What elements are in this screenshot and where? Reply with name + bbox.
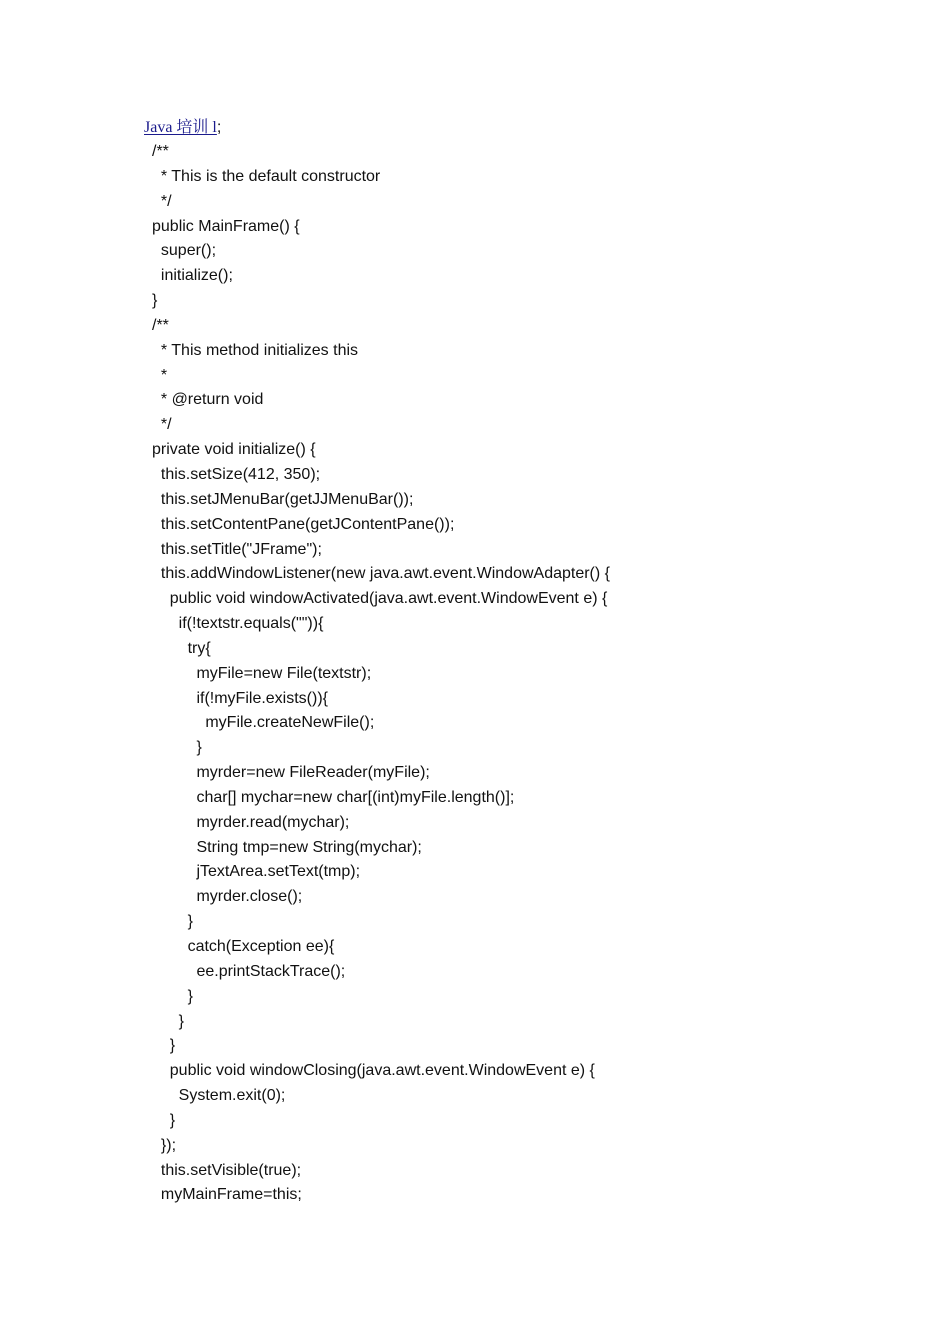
- code-line: this.setSize(412, 350);: [152, 465, 321, 483]
- code-line: this.setVisible(true);: [152, 1161, 302, 1179]
- code-line: *: [152, 366, 168, 384]
- code-line: }: [152, 913, 193, 931]
- code-line: * This is the default constructor: [152, 167, 381, 185]
- code-line: myFile.createNewFile();: [152, 714, 375, 732]
- code-line: this.setJMenuBar(getJJMenuBar());: [152, 490, 414, 508]
- code-line: this.addWindowListener(new java.awt.event.WindowAdapter() {: [152, 565, 610, 583]
- training-link[interactable]: Java 培训 l: [144, 119, 217, 136]
- code-block: [152, 140, 610, 1208]
- code-line: * @return void: [152, 391, 264, 409]
- code-line: * This method initializes this: [152, 341, 359, 359]
- code-line: myrder=new FileReader(myFile);: [152, 764, 430, 782]
- code-line: char[] mychar=new char[(int)myFile.length()];: [152, 788, 515, 806]
- code-line: myMainFrame=this;: [152, 1186, 302, 1204]
- code-line: try{: [152, 639, 211, 657]
- code-line: super();: [152, 242, 217, 260]
- code-line: */: [152, 192, 172, 210]
- code-line: }: [152, 987, 193, 1005]
- code-line: */: [152, 416, 172, 434]
- code-line: }: [152, 1037, 176, 1055]
- code-line: public void windowClosing(java.awt.event.WindowEvent e) {: [152, 1062, 595, 1080]
- code-line: System.exit(0);: [152, 1087, 286, 1105]
- code-line: private void initialize() {: [152, 441, 316, 459]
- code-line: ee.printStackTrace();: [152, 962, 346, 980]
- code-line: myrder.read(mychar);: [152, 813, 350, 831]
- code-line: }: [152, 739, 202, 757]
- header-line: [144, 116, 221, 140]
- code-line: if(!textstr.equals("")){: [152, 615, 324, 633]
- code-line: });: [152, 1136, 177, 1154]
- code-line: /**: [152, 316, 169, 334]
- code-line: myFile=new File(textstr);: [152, 664, 372, 682]
- code-line: catch(Exception ee){: [152, 938, 335, 955]
- code-line: if(!myFile.exists()){: [152, 689, 329, 707]
- code-line: }: [152, 292, 158, 310]
- header-semicolon: ;: [216, 119, 222, 136]
- code-line: this.setTitle("JFrame");: [152, 540, 322, 558]
- code-line: myrder.close();: [152, 888, 303, 906]
- code-line: }: [152, 1012, 185, 1030]
- code-line: this.setContentPane(getJContentPane());: [152, 515, 455, 533]
- code-line: initialize();: [152, 267, 233, 285]
- code-line: public MainFrame() {: [152, 217, 300, 235]
- code-line: }: [152, 1111, 176, 1129]
- code-line: jTextArea.setText(tmp);: [152, 863, 361, 881]
- code-line: /**: [152, 143, 169, 160]
- code-line: public void windowActivated(java.awt.event.WindowEvent e) {: [152, 590, 608, 608]
- code-line: String tmp=new String(mychar);: [152, 838, 422, 856]
